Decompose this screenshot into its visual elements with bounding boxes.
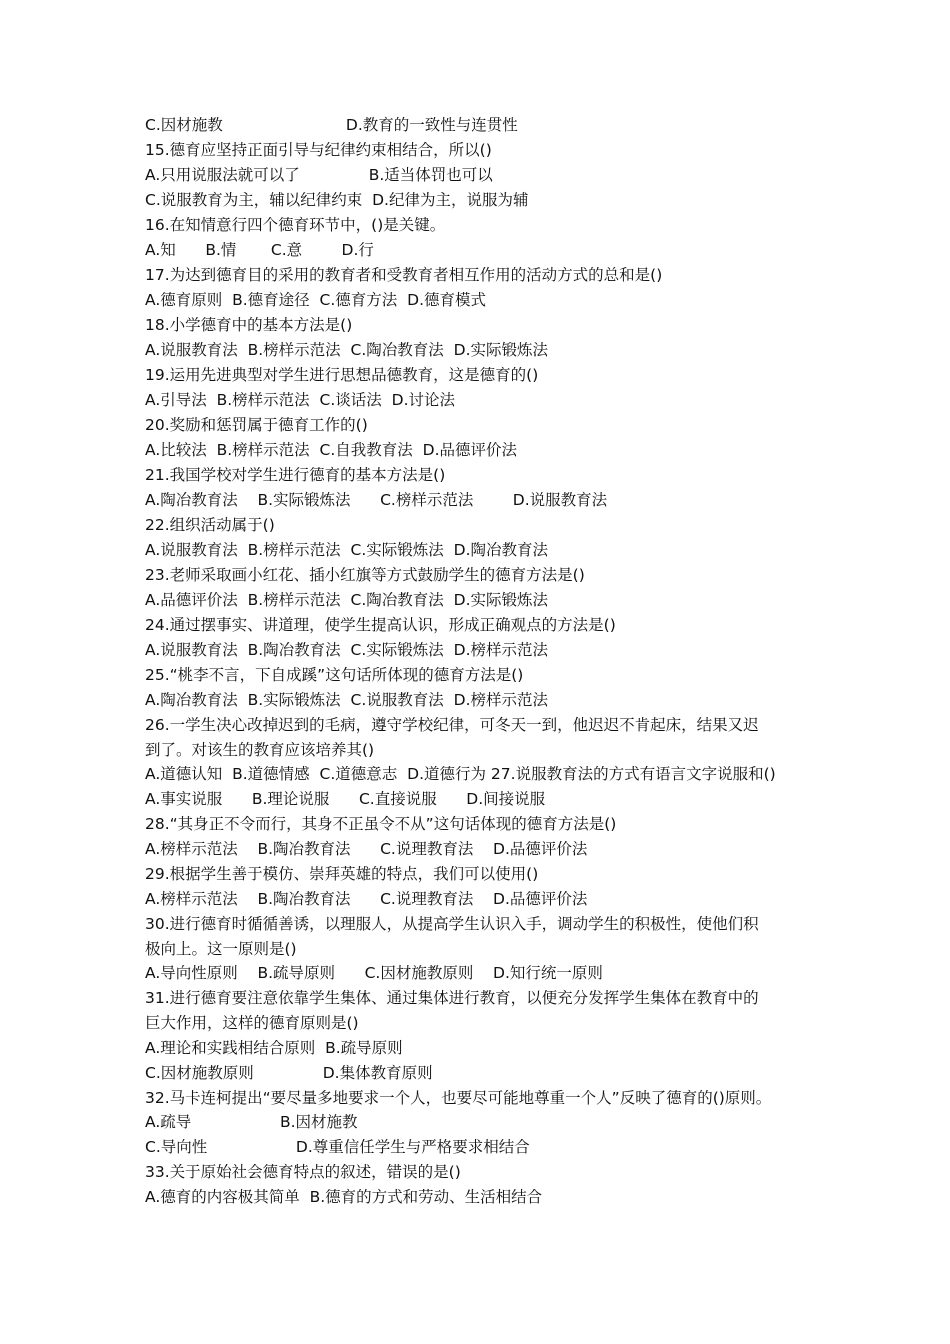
text-line: 19.运用先进典型对学生进行思想品德教育，这是德育的() [145,366,539,384]
text-line: A.陶冶教育法 B.实际锻炼法 C.榜样示范法 D.说服教育法 [145,491,608,509]
text-line: 23.老师采取画小红花、插小红旗等方式鼓励学生的德育方法是() [145,566,585,584]
text-line: A.榜样示范法 B.陶冶教育法 C.说理教育法 D.品德评价法 [145,890,588,908]
text-line: A.导向性原则 B.疏导原则 C.因材施教原则 D.知行统一原则 [145,964,603,982]
text-line: 17.为达到德育目的采用的教育者和受教育者相互作用的活动方式的总和是() [145,266,663,284]
text-line: A.知 B.情 C.意 D.行 [145,241,374,259]
text-line: 15.德育应坚持正面引导与纪律约束相结合，所以() [145,141,492,159]
text-line: A.事实说服 B.理论说服 C.直接说服 D.间接说服 [145,790,546,808]
text-line: A.比较法 B.榜样示范法 C.自我教育法 D.品德评价法 [145,441,517,459]
text-line: 16.在知情意行四个德育环节中，()是关键。 [145,216,446,234]
text-line: 28.“其身正不令而行，其身不正虽令不从”这句话体现的德育方法是() [145,815,617,833]
text-line: 22.组织活动属于() [145,516,275,534]
text-line: A.说服教育法 B.榜样示范法 C.陶冶教育法 D.实际锻炼法 [145,341,548,359]
text-line: 20.奖励和惩罚属于德育工作的() [145,416,368,434]
text-line: 26.一学生决心改掉迟到的毛病，遵守学校纪律，可冬天一到，他迟迟不肯起床，结果又迟 [145,716,759,734]
text-line: A.道德认知 B.道德情感 C.道德意志 D.道德行为 27.说服教育法的方式有语言文字说服和() [145,765,776,783]
text-line: A.理论和实践相结合原则 B.疏导原则 [145,1039,403,1057]
text-line: 18.小学德育中的基本方法是() [145,316,353,334]
text-line: C.因材施教 D.教育的一致性与连贯性 [145,116,518,134]
text-line: A.说服教育法 B.陶冶教育法 C.实际锻炼法 D.榜样示范法 [145,641,548,659]
text-line: 24.通过摆事实、讲道理，使学生提高认识，形成正确观点的方法是() [145,616,616,634]
text-line: 29.根据学生善于模仿、崇拜英雄的特点，我们可以使用() [145,865,539,883]
text-line: A.说服教育法 B.榜样示范法 C.实际锻炼法 D.陶冶教育法 [145,541,548,559]
text-line: C.因材施教原则 D.集体教育原则 [145,1064,433,1082]
text-line: 31.进行德育要注意依靠学生集体、通过集体进行教育，以便充分发挥学生集体在教育中的 [145,989,759,1007]
text-line: 到了。对该生的教育应该培养其() [145,741,375,759]
text-line: A.引导法 B.榜样示范法 C.谈话法 D.讨论法 [145,391,455,409]
text-line: A.品德评价法 B.榜样示范法 C.陶冶教育法 D.实际锻炼法 [145,591,548,609]
text-line: 21.我国学校对学生进行德育的基本方法是() [145,466,446,484]
text-line: C.说服教育为主，辅以纪律约束 D.纪律为主，说服为辅 [145,191,529,209]
text-line: A.德育原则 B.德育途径 C.德育方法 D.德育模式 [145,291,486,309]
text-line: 极向上。这一原则是() [145,940,297,958]
text-line: C.导向性 D.尊重信任学生与严格要求相结合 [145,1138,530,1156]
text-line: A.陶冶教育法 B.实际锻炼法 C.说服教育法 D.榜样示范法 [145,691,548,709]
text-line: 30.进行德育时循循善诱，以理服人，从提高学生认识入手，调动学生的积极性，使他们积 [145,915,759,933]
text-line: A.德育的内容极其简单 B.德育的方式和劳动、生活相结合 [145,1188,543,1206]
text-line: 32.马卡连柯提出“要尽量多地要求一个人，也要尽可能地尊重一个人”反映了德育的()原则。 [145,1089,772,1107]
text-line: A.榜样示范法 B.陶冶教育法 C.说理教育法 D.品德评价法 [145,840,588,858]
text-line: A.只用说服法就可以了 B.适当体罚也可以 [145,166,493,184]
text-line: A.疏导 B.因材施教 [145,1113,358,1131]
text-line: 33.关于原始社会德育特点的叙述，错误的是() [145,1163,461,1181]
text-line: 巨大作用，这样的德育原则是() [145,1014,359,1032]
text-line: 25.“桃李不言，下自成蹊”这句话所体现的德育方法是() [145,666,524,684]
